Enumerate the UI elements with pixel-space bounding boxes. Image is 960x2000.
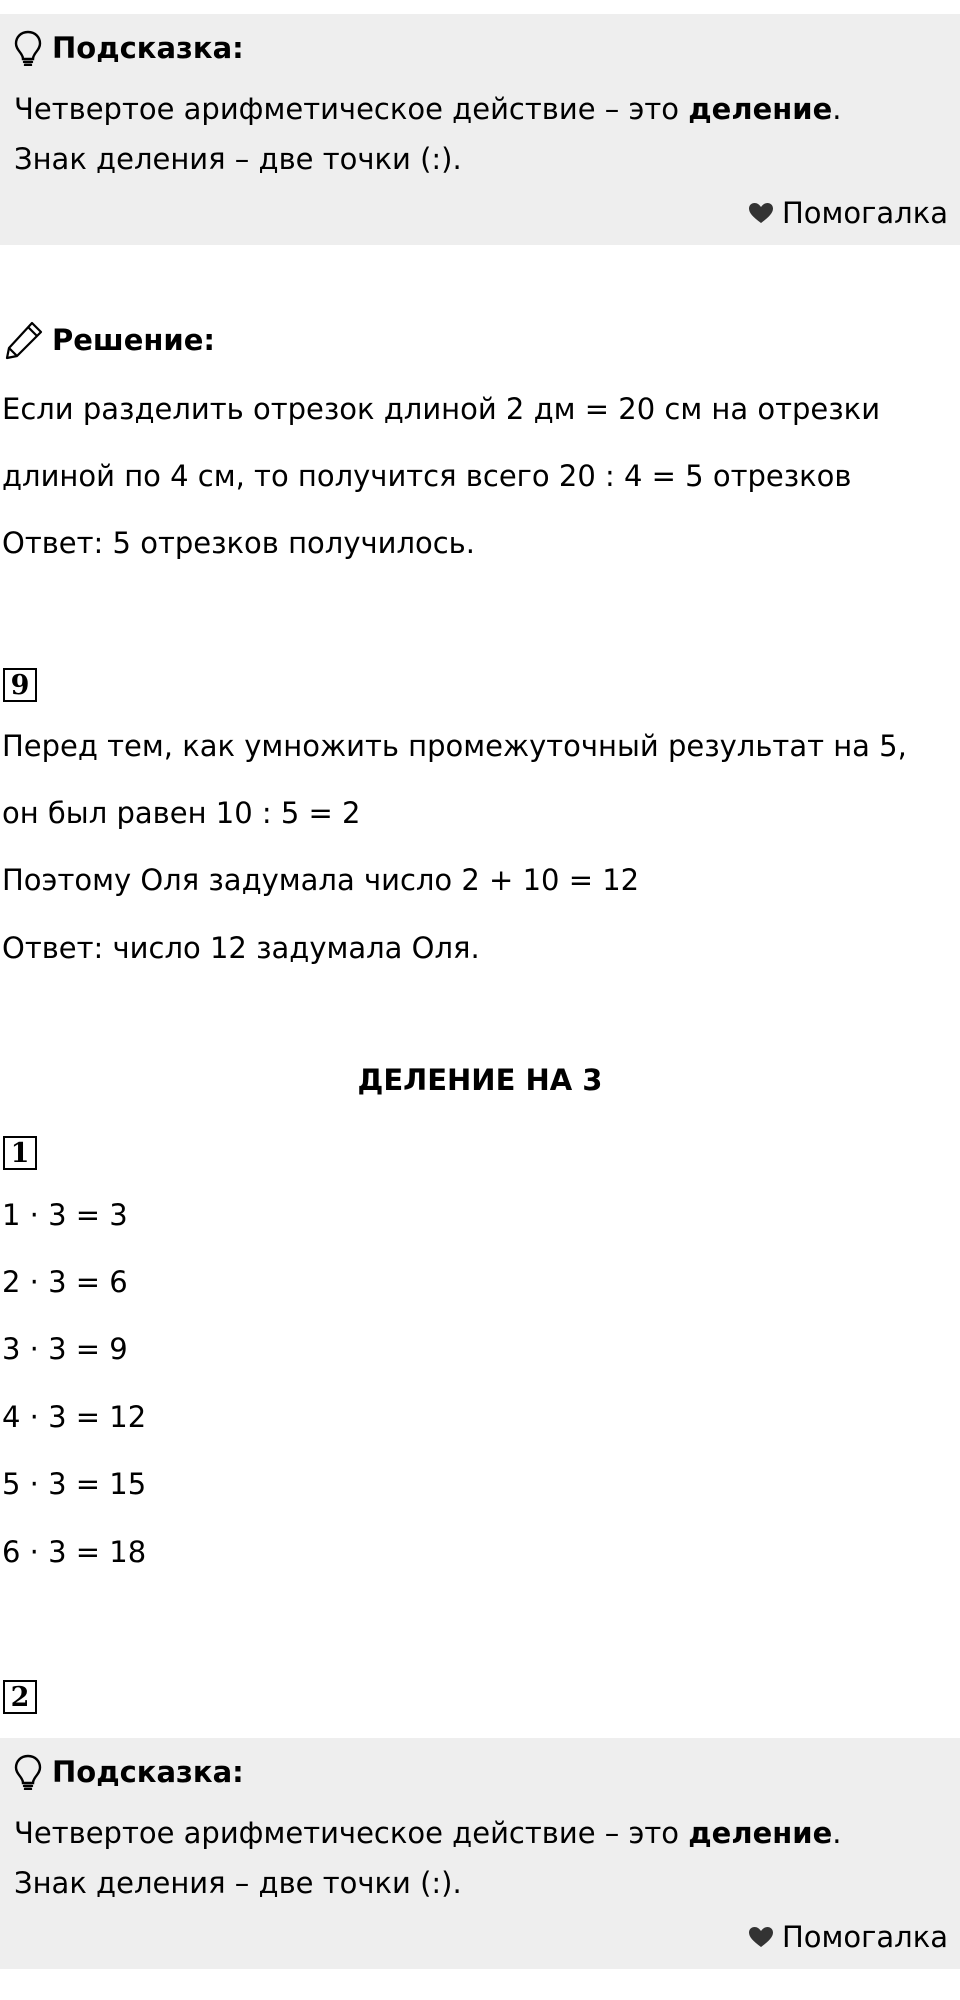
hint-bold-term: деление bbox=[688, 92, 833, 126]
brand-label bbox=[748, 1920, 948, 1954]
hint-heading-text: Подсказка: bbox=[52, 1755, 244, 1789]
hint-heading-text: Подсказка: bbox=[52, 31, 244, 65]
hint-box bbox=[0, 14, 960, 245]
task-number: 9 bbox=[3, 668, 37, 702]
section-title: ДЕЛЕНИЕ НА 3 bbox=[357, 1063, 603, 1097]
equation-line: 3 · 3 = 9 bbox=[2, 1332, 128, 1366]
text-line: Если разделить отрезок длиной 2 дм = 20 см на отрезки bbox=[2, 392, 881, 426]
brand-text: Помогалка bbox=[782, 196, 948, 230]
text-line: длиной по 4 см, то получится всего 20 : 4 = 5 отрезков bbox=[2, 459, 852, 493]
brand-label bbox=[748, 196, 948, 230]
heart-icon bbox=[748, 1926, 774, 1948]
equation-line: 1 · 3 = 3 bbox=[2, 1198, 128, 1232]
hint-line-1 bbox=[14, 1816, 842, 1850]
hint-line-2: Знак деления – две точки (:). bbox=[14, 1866, 462, 1900]
hint-text: . bbox=[832, 92, 842, 126]
heart-icon bbox=[748, 202, 774, 224]
hint-line-2: Знак деления – две точки (:). bbox=[14, 142, 462, 176]
hint-box bbox=[0, 1738, 960, 1969]
hint-text: . bbox=[832, 1816, 842, 1850]
solution-heading bbox=[4, 320, 215, 360]
lightbulb-icon bbox=[14, 1754, 42, 1790]
brand-text: Помогалка bbox=[782, 1920, 948, 1954]
equation-line: 2 · 3 = 6 bbox=[2, 1265, 128, 1299]
lightbulb-icon bbox=[14, 30, 42, 66]
equation-line: 4 · 3 = 12 bbox=[2, 1400, 147, 1434]
text-line: Поэтому Оля задумала число 2 + 10 = 12 bbox=[2, 863, 640, 897]
pencil-icon bbox=[4, 320, 44, 360]
task-number: 2 bbox=[3, 1680, 37, 1714]
task-number: 1 bbox=[3, 1136, 37, 1170]
text-line: Ответ: 5 отрезков получилось. bbox=[2, 526, 475, 560]
hint-bold-term: деление bbox=[688, 1816, 833, 1850]
equation-line: 6 · 3 = 18 bbox=[2, 1535, 147, 1569]
hint-text: Четвертое арифметическое действие – это bbox=[14, 1816, 689, 1850]
hint-heading bbox=[14, 30, 244, 66]
hint-text: Четвертое арифметическое действие – это bbox=[14, 92, 689, 126]
text-line: Ответ: число 12 задумала Оля. bbox=[2, 931, 480, 965]
text-line: Перед тем, как умножить промежуточный результат на 5, bbox=[2, 729, 907, 763]
equation-line: 5 · 3 = 15 bbox=[2, 1467, 147, 1501]
hint-heading bbox=[14, 1754, 244, 1790]
solution-heading-text: Решение: bbox=[52, 323, 216, 357]
hint-line-1 bbox=[14, 92, 842, 126]
text-line: он был равен 10 : 5 = 2 bbox=[2, 796, 361, 830]
